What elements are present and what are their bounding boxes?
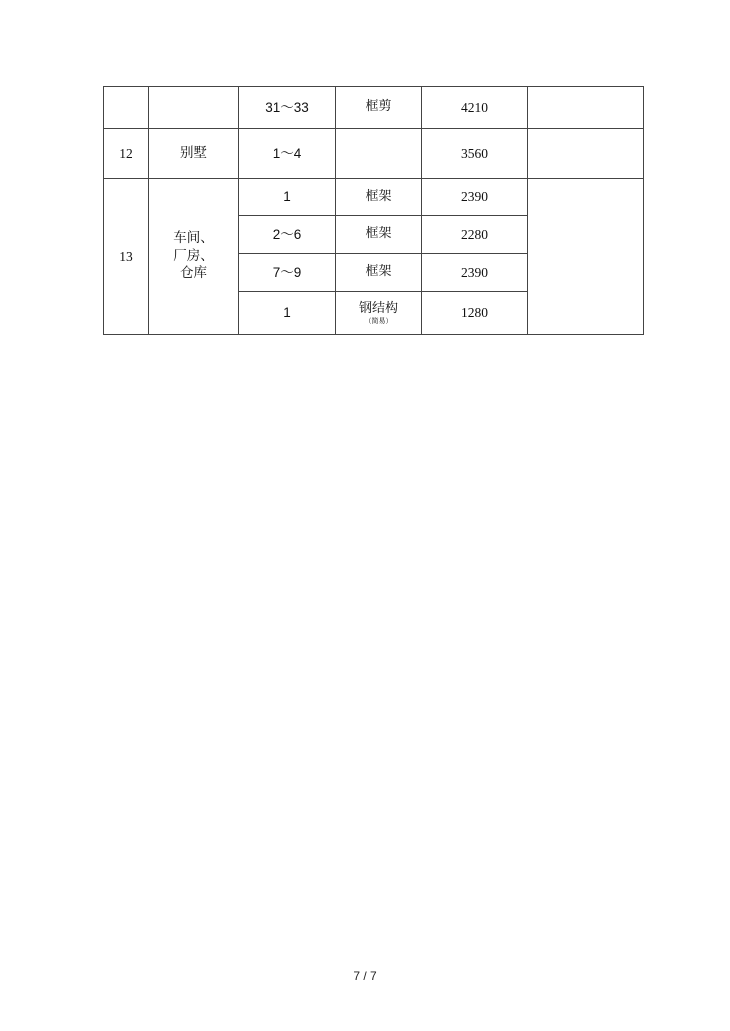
structure-cell: 框架 [336, 179, 422, 216]
structure-note: （简易） [364, 316, 393, 325]
floors-cell: 1～4 [239, 129, 336, 179]
value-cell: 3560 [422, 129, 528, 179]
floors-cell: 2～6 [239, 216, 336, 254]
table-row [104, 87, 644, 129]
row-index-cell [104, 87, 149, 129]
structure-cell [336, 292, 422, 335]
category-cell: 别墅 [149, 129, 239, 179]
structure-label: 钢结构 [358, 301, 398, 316]
category-line: 车间、 [173, 230, 214, 247]
page-number: 7 / 7 [353, 969, 377, 983]
value-cell: 2390 [422, 179, 528, 216]
floors-cell: 31～33 [239, 87, 336, 129]
remark-cell [528, 129, 644, 179]
floors-cell: 1 [239, 292, 336, 335]
structure-cell: 框架 [336, 216, 422, 254]
structure-cell: 框架 [336, 254, 422, 292]
table-row [104, 129, 644, 179]
remark-cell [528, 87, 644, 129]
category-line: 仓库 [180, 265, 207, 282]
structure-cell: 框剪 [336, 87, 422, 129]
floors-cell: 1 [239, 179, 336, 216]
category-cell [149, 179, 239, 335]
building-cost-table [103, 86, 644, 335]
row-index-cell: 12 [104, 129, 149, 179]
category-cell [149, 87, 239, 129]
row-index-cell: 13 [104, 179, 149, 335]
value-cell: 2280 [422, 216, 528, 254]
category-line: 厂房、 [173, 247, 214, 264]
structure-cell [336, 129, 422, 179]
table-row [104, 179, 644, 216]
value-cell: 4210 [422, 87, 528, 129]
value-cell: 2390 [422, 254, 528, 292]
floors-cell: 7～9 [239, 254, 336, 292]
remark-cell [528, 179, 644, 335]
value-cell: 1280 [422, 292, 528, 335]
